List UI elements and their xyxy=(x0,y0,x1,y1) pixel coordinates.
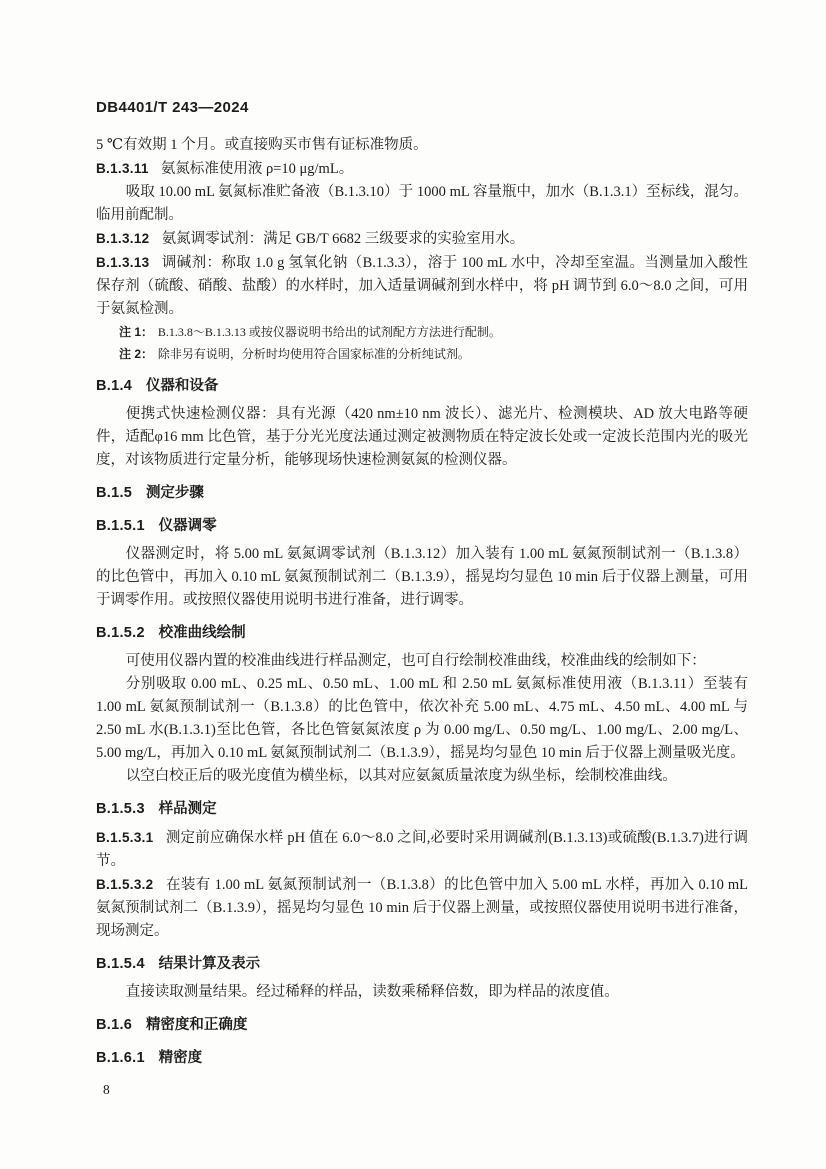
section-heading xyxy=(96,1047,748,1070)
clause-number: B.1.5.3.2 xyxy=(96,877,154,892)
section-heading xyxy=(96,1014,748,1037)
section-heading xyxy=(96,798,748,821)
clause-number: B.1.3.12 xyxy=(96,231,150,246)
section-number: B.1.6 xyxy=(96,1017,133,1033)
section-title: 样品测定 xyxy=(158,801,217,817)
clause-text: 测定前应确保水样 pH 值在 6.0～8.0 之间,必要时采用调碱剂(B.1.3.13)或硫酸(B.1.3.7)进行调节。 xyxy=(96,830,748,869)
section-number: B.1.4 xyxy=(96,378,133,394)
paragraph: 分别吸取 0.00 mL、0.25 mL、0.50 mL、1.00 mL 和 2.50 mL 氨氮标准使用液（B.1.3.11）至装有 1.00 mL 氨氮预制试剂一（B.1.3.8）的比色管中，依次补充 5.00 mL、4.75 mL、4.50 mL、4.00 mL 与 2.50 mL 水(B.1.3.1)至比色管，各比色管氨氮浓度 ρ 为 0.00 mg/L、0.50 mg/L、1.00 mg/L、2.00 mg/L、5.00 mg/L，再加入 0.10 mL 氨氮预制试剂二（B.1.3.9），摇晃均匀显色 10 min 后于仪器上测量吸光度。 xyxy=(96,676,748,761)
document-body xyxy=(96,134,748,1070)
page-number: 8 xyxy=(103,1082,110,1097)
paragraph: 吸取 10.00 mL 氨氮标准贮备液（B.1.3.10）于 1000 mL 容量瓶中，加水（B.1.3.1）至标线，混匀。临用前配制。 xyxy=(96,184,748,223)
document-content xyxy=(96,98,748,1075)
section-heading xyxy=(96,515,748,538)
paragraph: 便携式快速检测仪器：具有光源（420 nm±10 nm 波长）、滤光片、检测模块、AD 放大电路等硬件，适配φ16 mm 比色管，基于分光光度法通过测定被测物质在特定波长处或一定波长范围内光的吸光度，对该物质进行定量分析，能够现场快速检测氨氮的检测仪器。 xyxy=(96,406,748,468)
clause-text: 在装有 1.00 mL 氨氮预制试剂一（B.1.3.8）的比色管中加入 5.00 mL 水样，再加入 0.10 mL 氨氮预制试剂二（B.1.3.9），摇晃均匀显色 10 min 后于仪器上测量，或按照仪器使用说明书进行准备，现场测定。 xyxy=(96,877,748,939)
clause-number: B.1.3.13 xyxy=(96,255,150,270)
section-title: 结果计算及表示 xyxy=(158,956,261,972)
note-text: 除非另有说明，分析时均使用符合国家标准的分析纯试剂。 xyxy=(157,347,470,361)
clause-number: B.1.3.11 xyxy=(96,161,149,176)
clause-text: 调碱剂：称取 1.0 g 氢氧化钠（B.1.3.3），溶于 100 mL 水中，冷却至室温。当测量加入酸性保存剂（硫酸、硝酸、盐酸）的水样时，加入适量调碱剂到水样中，将 pH 调节到 6.0～8.0 之间，可用于氨氮检测。 xyxy=(96,255,748,317)
section-number: B.1.5.3 xyxy=(96,801,145,817)
clause-text: 氨氮标准使用液 ρ=10 μg/mL。 xyxy=(160,161,354,177)
section-number: B.1.6.1 xyxy=(96,1050,145,1066)
section-number: B.1.5.2 xyxy=(96,625,145,641)
clause-number: B.1.5.3.1 xyxy=(96,830,154,845)
clause-text: 氨氮调零试剂：满足 GB/T 6682 三级要求的实验室用水。 xyxy=(161,231,525,247)
section-heading xyxy=(96,622,748,645)
clause-paragraph xyxy=(96,251,748,321)
clause-paragraph xyxy=(96,157,748,181)
document-header: DB4401/T 243—2024 xyxy=(96,99,249,116)
note xyxy=(96,321,748,343)
paragraph: 可使用仪器内置的校准曲线进行样品测定，也可自行绘制校准曲线，校准曲线的绘制如下： xyxy=(125,653,706,669)
paragraph: 5 ℃有效期 1 个月。或直接购买市售有证标准物质。 xyxy=(96,137,428,153)
section-title: 精密度和正确度 xyxy=(145,1017,248,1033)
section-title: 仪器调零 xyxy=(158,518,217,534)
section-heading xyxy=(96,482,748,505)
paragraph: 仪器测定时，将 5.00 mL 氨氮调零试剂（B.1.3.12）加入装有 1.00 mL 氨氮预制试剂一（B.1.3.8）的比色管中，再加入 0.10 mL 氨氮预制试剂二（B.1.3.9），摇晃均匀显色 10 min 后于仪器上测量，可用于调零作用。或按照仪器使用说明书进行准备，进行调零。 xyxy=(96,546,748,608)
section-title: 精密度 xyxy=(158,1050,203,1066)
section-number: B.1.5 xyxy=(96,485,133,501)
section-number: B.1.5.1 xyxy=(96,518,145,534)
section-heading xyxy=(96,375,748,398)
note-text: B.1.3.8～B.1.3.13 或按仪器说明书给出的试剂配方方法进行配制。 xyxy=(157,325,501,339)
paragraph: 直接读取测量结果。经过稀释的样品，读数乘稀释倍数，即为样品的浓度值。 xyxy=(125,984,619,1000)
section-heading xyxy=(96,953,748,976)
clause-paragraph xyxy=(96,826,748,873)
section-title: 校准曲线绘制 xyxy=(158,625,246,641)
note-label: 注 1： xyxy=(119,325,154,339)
clause-paragraph xyxy=(96,873,748,943)
section-number: B.1.5.4 xyxy=(96,956,145,972)
note-label: 注 2： xyxy=(119,347,154,361)
section-title: 仪器和设备 xyxy=(145,378,219,394)
paragraph: 以空白校正后的吸光度值为横坐标，以其对应氨氮质量浓度为纵坐标，绘制校准曲线。 xyxy=(125,768,677,784)
section-title: 测定步骤 xyxy=(145,485,204,501)
note xyxy=(96,343,748,365)
clause-paragraph xyxy=(96,227,748,251)
